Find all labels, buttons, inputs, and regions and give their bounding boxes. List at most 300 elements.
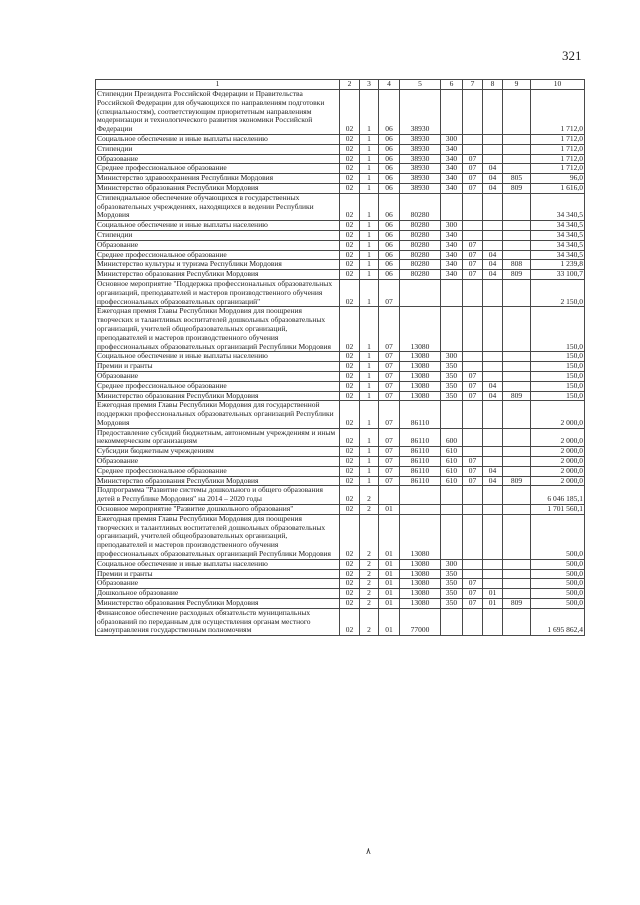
table-row (96, 505, 585, 515)
column-header: 8 (483, 80, 503, 90)
table-row (96, 428, 585, 447)
code-ministry-cell (503, 221, 531, 231)
amount-cell: 500,0 (531, 589, 585, 599)
item-name-cell: Министерство образования Республики Мордовия (96, 476, 340, 486)
code-ministry-cell: 808 (503, 260, 531, 270)
item-name-cell: Подпрограмма "Развитие системы дошкольного и общего образования детей в Республике Мордовия" на 2014 – 2020 годы (96, 486, 340, 505)
table-row (96, 401, 585, 428)
code-direction-cell: 13080 (400, 514, 441, 559)
code-expense-type-cell (441, 401, 463, 428)
code-section-cell (463, 401, 483, 428)
table-row (96, 250, 585, 260)
item-name-cell: Финансовое обеспечение расходных обязательств муниципальных образований по переданным для осуществления органам местного самоуправления государственным полномочиям (96, 608, 340, 635)
code-ministry-cell: 805 (503, 174, 531, 184)
code-direction-cell: 13080 (400, 307, 441, 352)
code-event-cell: 06 (379, 230, 400, 240)
item-name-cell: Образование (96, 457, 340, 467)
code-ministry-cell (503, 307, 531, 352)
amount-cell: 500,0 (531, 579, 585, 589)
item-name-cell: Ежегодная премия Главы Республики Мордовия для государственной поддержки профессиональных образовательных организаций Республики Мордовия (96, 401, 340, 428)
code-subprogram-cell: 1 (360, 457, 379, 467)
column-header: 1 (96, 80, 340, 90)
table-row (96, 240, 585, 250)
amount-cell: 1 701 560,1 (531, 505, 585, 515)
amount-cell: 150,0 (531, 362, 585, 372)
code-section-cell: 07 (463, 240, 483, 250)
item-name-cell: Ежегодная премия Главы Республики Мордовия для поощрения творческих и талантливых воспитателей дошкольных образовательных организаций, учителей общеобразовательных организаций, преподавателей и мастеров производственного обучения профессиональных образовательных организаций Республики Мордовия (96, 307, 340, 352)
code-event-cell: 01 (379, 559, 400, 569)
item-name-cell: Образование (96, 371, 340, 381)
code-direction-cell: 80280 (400, 221, 441, 231)
code-expense-type-cell: 340 (441, 144, 463, 154)
code-expense-type-cell: 350 (441, 569, 463, 579)
code-program-cell: 02 (340, 514, 360, 559)
code-event-cell: 07 (379, 352, 400, 362)
page-number: 321 (562, 48, 582, 63)
code-subsection-cell (483, 505, 503, 515)
code-expense-type-cell (441, 486, 463, 505)
amount-cell: 150,0 (531, 352, 585, 362)
code-expense-type-cell: 600 (441, 428, 463, 447)
code-expense-type-cell: 340 (441, 230, 463, 240)
code-direction-cell: 80280 (400, 260, 441, 270)
code-event-cell: 06 (379, 90, 400, 135)
code-expense-type-cell: 350 (441, 391, 463, 401)
code-expense-type-cell: 340 (441, 154, 463, 164)
item-name-cell: Ежегодная премия Главы Республики Мордовия для поощрения творческих и талантливых воспитателей дошкольных образовательных организаций, учителей общеобразовательных организаций, преподавателей и мастеров производственного обучения профессиональных образовательных организаций Республики Мордовия (96, 514, 340, 559)
code-section-cell: 07 (463, 466, 483, 476)
code-section-cell (463, 505, 483, 515)
code-expense-type-cell: 340 (441, 240, 463, 250)
code-subprogram-cell: 1 (360, 352, 379, 362)
code-ministry-cell (503, 154, 531, 164)
amount-cell: 1 712,0 (531, 134, 585, 144)
code-event-cell: 07 (379, 401, 400, 428)
item-name-cell: Министерство образования Республики Мордовия (96, 183, 340, 193)
code-subsection-cell (483, 569, 503, 579)
item-name-cell: Стипендии (96, 230, 340, 240)
code-expense-type-cell (441, 193, 463, 220)
code-program-cell: 02 (340, 260, 360, 270)
item-name-cell: Предоставление субсидий бюджетным, автономным учреждениям и иным некоммерческим организациям (96, 428, 340, 447)
code-subprogram-cell: 1 (360, 279, 379, 306)
item-name-cell: Министерство образования Республики Мордовия (96, 599, 340, 609)
table-row (96, 608, 585, 635)
code-subsection-cell: 04 (483, 476, 503, 486)
code-subprogram-cell: 2 (360, 559, 379, 569)
code-section-cell: 07 (463, 183, 483, 193)
code-expense-type-cell (441, 90, 463, 135)
code-direction-cell: 38930 (400, 134, 441, 144)
code-subsection-cell (483, 154, 503, 164)
code-subprogram-cell: 1 (360, 466, 379, 476)
code-program-cell: 02 (340, 599, 360, 609)
code-ministry-cell (503, 486, 531, 505)
code-subsection-cell (483, 579, 503, 589)
code-ministry-cell (503, 466, 531, 476)
code-program-cell: 02 (340, 240, 360, 250)
table-row (96, 362, 585, 372)
code-section-cell: 07 (463, 589, 483, 599)
amount-cell: 500,0 (531, 514, 585, 559)
code-event-cell: 01 (379, 514, 400, 559)
code-expense-type-cell: 610 (441, 447, 463, 457)
amount-cell: 1 712,0 (531, 154, 585, 164)
item-name-cell: Премии и гранты (96, 362, 340, 372)
code-program-cell: 02 (340, 193, 360, 220)
code-event-cell: 07 (379, 371, 400, 381)
code-program-cell: 02 (340, 466, 360, 476)
code-expense-type-cell: 610 (441, 457, 463, 467)
code-section-cell (463, 352, 483, 362)
table-row (96, 589, 585, 599)
code-subprogram-cell: 2 (360, 514, 379, 559)
code-ministry-cell (503, 230, 531, 240)
column-header: 2 (340, 80, 360, 90)
amount-cell: 1 712,0 (531, 164, 585, 174)
code-event-cell: 06 (379, 164, 400, 174)
table-row (96, 599, 585, 609)
item-name-cell: Основное мероприятие "Поддержка профессиональных образовательных организаций, преподавателей и мастеров производственного обучения профессиональных образовательных организаций" (96, 279, 340, 306)
code-event-cell: 06 (379, 183, 400, 193)
code-subprogram-cell: 1 (360, 381, 379, 391)
code-subprogram-cell: 1 (360, 154, 379, 164)
code-event-cell: 06 (379, 250, 400, 260)
item-name-cell: Министерство здравоохранения Республики Мордовия (96, 174, 340, 184)
amount-cell: 500,0 (531, 559, 585, 569)
code-program-cell: 02 (340, 608, 360, 635)
code-program-cell: 02 (340, 230, 360, 240)
code-section-cell (463, 569, 483, 579)
column-header: 4 (379, 80, 400, 90)
amount-cell: 1 695 862,4 (531, 608, 585, 635)
code-direction-cell: 13080 (400, 579, 441, 589)
code-direction-cell: 13080 (400, 559, 441, 569)
code-subprogram-cell: 1 (360, 134, 379, 144)
code-ministry-cell (503, 401, 531, 428)
table-body (96, 90, 585, 636)
code-program-cell: 02 (340, 154, 360, 164)
code-subsection-cell (483, 144, 503, 154)
code-event-cell: 07 (379, 362, 400, 372)
amount-cell: 1 616,0 (531, 183, 585, 193)
code-program-cell: 02 (340, 90, 360, 135)
code-subprogram-cell: 1 (360, 428, 379, 447)
code-event-cell: 07 (379, 457, 400, 467)
item-name-cell: Стипендии Президента Российской Федерации и Правительства Российской Федерации для обучающихся по направлениям подготовки (специальностям), соответствующим приоритетным направлениям модернизации и технологического развития экономики Российской Федерации (96, 90, 340, 135)
table-row (96, 457, 585, 467)
code-direction-cell: 86110 (400, 466, 441, 476)
code-direction-cell: 38930 (400, 144, 441, 154)
code-subsection-cell (483, 514, 503, 559)
code-subprogram-cell: 1 (360, 183, 379, 193)
code-event-cell: 07 (379, 279, 400, 306)
code-direction-cell (400, 279, 441, 306)
code-program-cell: 02 (340, 362, 360, 372)
item-name-cell: Образование (96, 579, 340, 589)
code-expense-type-cell: 340 (441, 164, 463, 174)
code-ministry-cell (503, 514, 531, 559)
code-expense-type-cell (441, 307, 463, 352)
item-name-cell: Образование (96, 154, 340, 164)
table-row (96, 174, 585, 184)
code-subsection-cell (483, 134, 503, 144)
code-direction-cell: 13080 (400, 381, 441, 391)
code-ministry-cell (503, 457, 531, 467)
code-event-cell: 06 (379, 193, 400, 220)
item-name-cell: Среднее профессиональное образование (96, 250, 340, 260)
code-subprogram-cell: 2 (360, 589, 379, 599)
code-event-cell: 06 (379, 144, 400, 154)
code-ministry-cell (503, 193, 531, 220)
code-subsection-cell (483, 447, 503, 457)
amount-cell: 2 000,0 (531, 447, 585, 457)
code-ministry-cell (503, 381, 531, 391)
code-expense-type-cell: 340 (441, 270, 463, 280)
code-subsection-cell (483, 362, 503, 372)
code-section-cell: 07 (463, 371, 483, 381)
column-header: 7 (463, 80, 483, 90)
code-expense-type-cell: 610 (441, 476, 463, 486)
code-subsection-cell (483, 240, 503, 250)
code-expense-type-cell: 350 (441, 579, 463, 589)
code-section-cell (463, 559, 483, 569)
code-section-cell: 07 (463, 164, 483, 174)
code-expense-type-cell: 300 (441, 221, 463, 231)
code-event-cell: 07 (379, 466, 400, 476)
table-row (96, 193, 585, 220)
amount-cell: 2 000,0 (531, 401, 585, 428)
table-row (96, 279, 585, 306)
code-expense-type-cell: 350 (441, 599, 463, 609)
code-subsection-cell (483, 401, 503, 428)
code-program-cell: 02 (340, 401, 360, 428)
amount-cell: 34 340,5 (531, 250, 585, 260)
code-event-cell (379, 486, 400, 505)
code-ministry-cell: 809 (503, 391, 531, 401)
amount-cell: 6 046 185,1 (531, 486, 585, 505)
code-section-cell: 07 (463, 391, 483, 401)
code-expense-type-cell (441, 279, 463, 306)
amount-cell: 34 340,5 (531, 221, 585, 231)
code-ministry-cell (503, 279, 531, 306)
code-direction-cell: 38930 (400, 183, 441, 193)
code-program-cell: 02 (340, 569, 360, 579)
code-direction-cell: 13080 (400, 589, 441, 599)
code-subprogram-cell: 1 (360, 240, 379, 250)
code-ministry-cell (503, 428, 531, 447)
code-subprogram-cell: 1 (360, 401, 379, 428)
code-program-cell: 02 (340, 381, 360, 391)
code-direction-cell: 38930 (400, 174, 441, 184)
code-section-cell (463, 514, 483, 559)
code-subsection-cell: 04 (483, 391, 503, 401)
table-row (96, 90, 585, 135)
code-event-cell: 06 (379, 134, 400, 144)
code-subprogram-cell: 1 (360, 221, 379, 231)
table-row (96, 144, 585, 154)
item-name-cell: Стипендиальное обеспечение обучающихся в государственных образовательных учреждениях, находящихся в ведении Республики Мордовия (96, 193, 340, 220)
column-header: 3 (360, 80, 379, 90)
code-subprogram-cell: 1 (360, 270, 379, 280)
code-subprogram-cell: 1 (360, 391, 379, 401)
code-subsection-cell (483, 428, 503, 447)
code-program-cell: 02 (340, 352, 360, 362)
code-program-cell: 02 (340, 371, 360, 381)
code-event-cell: 06 (379, 260, 400, 270)
item-name-cell: Основное мероприятие "Развитие дошкольного образования" (96, 505, 340, 515)
code-subprogram-cell: 1 (360, 144, 379, 154)
code-direction-cell: 13080 (400, 352, 441, 362)
code-subprogram-cell: 2 (360, 599, 379, 609)
code-program-cell: 02 (340, 579, 360, 589)
table-header-row (96, 80, 585, 90)
code-subsection-cell (483, 608, 503, 635)
amount-cell: 500,0 (531, 569, 585, 579)
code-subprogram-cell: 1 (360, 447, 379, 457)
code-event-cell: 01 (379, 589, 400, 599)
amount-cell: 2 000,0 (531, 476, 585, 486)
code-expense-type-cell: 350 (441, 371, 463, 381)
code-subsection-cell: 01 (483, 599, 503, 609)
code-subsection-cell (483, 352, 503, 362)
item-name-cell: Субсидии бюджетным учреждениям (96, 447, 340, 457)
code-expense-type-cell: 340 (441, 250, 463, 260)
code-subsection-cell: 01 (483, 589, 503, 599)
table-row (96, 476, 585, 486)
code-direction-cell: 38930 (400, 154, 441, 164)
code-section-cell: 07 (463, 599, 483, 609)
code-section-cell (463, 428, 483, 447)
code-expense-type-cell: 340 (441, 183, 463, 193)
budget-table (95, 79, 585, 636)
amount-cell: 2 150,0 (531, 279, 585, 306)
amount-cell: 150,0 (531, 381, 585, 391)
code-expense-type-cell: 350 (441, 381, 463, 391)
table-row (96, 270, 585, 280)
amount-cell: 34 340,5 (531, 230, 585, 240)
amount-cell: 150,0 (531, 371, 585, 381)
code-ministry-cell: 809 (503, 270, 531, 280)
code-program-cell: 02 (340, 447, 360, 457)
code-subprogram-cell: 1 (360, 371, 379, 381)
code-event-cell: 01 (379, 505, 400, 515)
code-subprogram-cell: 1 (360, 362, 379, 372)
code-ministry-cell (503, 589, 531, 599)
code-expense-type-cell: 340 (441, 260, 463, 270)
code-subprogram-cell: 1 (360, 250, 379, 260)
code-program-cell: 02 (340, 183, 360, 193)
code-expense-type-cell (441, 514, 463, 559)
code-expense-type-cell: 350 (441, 362, 463, 372)
code-subsection-cell (483, 559, 503, 569)
code-direction-cell: 77000 (400, 608, 441, 635)
table-row (96, 230, 585, 240)
code-ministry-cell (503, 371, 531, 381)
code-ministry-cell (503, 362, 531, 372)
code-expense-type-cell (441, 608, 463, 635)
table-row (96, 579, 585, 589)
code-direction-cell: 13080 (400, 599, 441, 609)
code-section-cell (463, 362, 483, 372)
code-subsection-cell: 04 (483, 183, 503, 193)
table-row (96, 154, 585, 164)
code-ministry-cell: 809 (503, 476, 531, 486)
code-subsection-cell (483, 371, 503, 381)
item-name-cell: Среднее профессиональное образование (96, 466, 340, 476)
code-event-cell: 07 (379, 381, 400, 391)
code-event-cell: 01 (379, 579, 400, 589)
code-direction-cell: 86110 (400, 447, 441, 457)
code-event-cell: 06 (379, 221, 400, 231)
amount-cell: 1 239,8 (531, 260, 585, 270)
code-section-cell (463, 134, 483, 144)
code-direction-cell: 86110 (400, 401, 441, 428)
table-row (96, 352, 585, 362)
code-section-cell (463, 144, 483, 154)
table-row (96, 486, 585, 505)
code-event-cell: 01 (379, 608, 400, 635)
code-subsection-cell (483, 279, 503, 306)
code-program-cell: 02 (340, 476, 360, 486)
item-name-cell: Министерство образования Республики Мордовия (96, 270, 340, 280)
code-section-cell (463, 193, 483, 220)
item-name-cell: Министерство образования Республики Мордовия (96, 391, 340, 401)
code-expense-type-cell: 300 (441, 559, 463, 569)
code-ministry-cell (503, 134, 531, 144)
code-ministry-cell (503, 608, 531, 635)
code-event-cell: 01 (379, 569, 400, 579)
code-section-cell: 07 (463, 457, 483, 467)
amount-cell: 2 000,0 (531, 466, 585, 476)
code-subsection-cell: 04 (483, 250, 503, 260)
code-direction-cell: 86110 (400, 428, 441, 447)
code-section-cell: 07 (463, 476, 483, 486)
table-row (96, 221, 585, 231)
code-section-cell (463, 447, 483, 457)
code-program-cell: 02 (340, 144, 360, 154)
code-program-cell: 02 (340, 391, 360, 401)
table-row (96, 381, 585, 391)
code-ministry-cell (503, 352, 531, 362)
code-program-cell: 02 (340, 505, 360, 515)
item-name-cell: Стипендии (96, 144, 340, 154)
column-header: 5 (400, 80, 441, 90)
table-row (96, 447, 585, 457)
code-subprogram-cell: 2 (360, 486, 379, 505)
code-direction-cell: 86110 (400, 457, 441, 467)
code-event-cell: 06 (379, 174, 400, 184)
code-direction-cell: 13080 (400, 391, 441, 401)
code-subprogram-cell: 2 (360, 569, 379, 579)
code-direction-cell: 13080 (400, 362, 441, 372)
code-program-cell: 02 (340, 164, 360, 174)
code-section-cell (463, 221, 483, 231)
code-program-cell: 02 (340, 270, 360, 280)
item-name-cell: Среднее профессиональное образование (96, 381, 340, 391)
code-subprogram-cell: 2 (360, 579, 379, 589)
code-direction-cell: 13080 (400, 569, 441, 579)
code-program-cell: 02 (340, 486, 360, 505)
code-program-cell: 02 (340, 589, 360, 599)
code-ministry-cell (503, 579, 531, 589)
code-subsection-cell (483, 230, 503, 240)
code-subsection-cell: 04 (483, 381, 503, 391)
item-name-cell: Социальное обеспечение и иные выплаты населению (96, 559, 340, 569)
code-program-cell: 02 (340, 174, 360, 184)
code-section-cell: 07 (463, 381, 483, 391)
table-row (96, 371, 585, 381)
